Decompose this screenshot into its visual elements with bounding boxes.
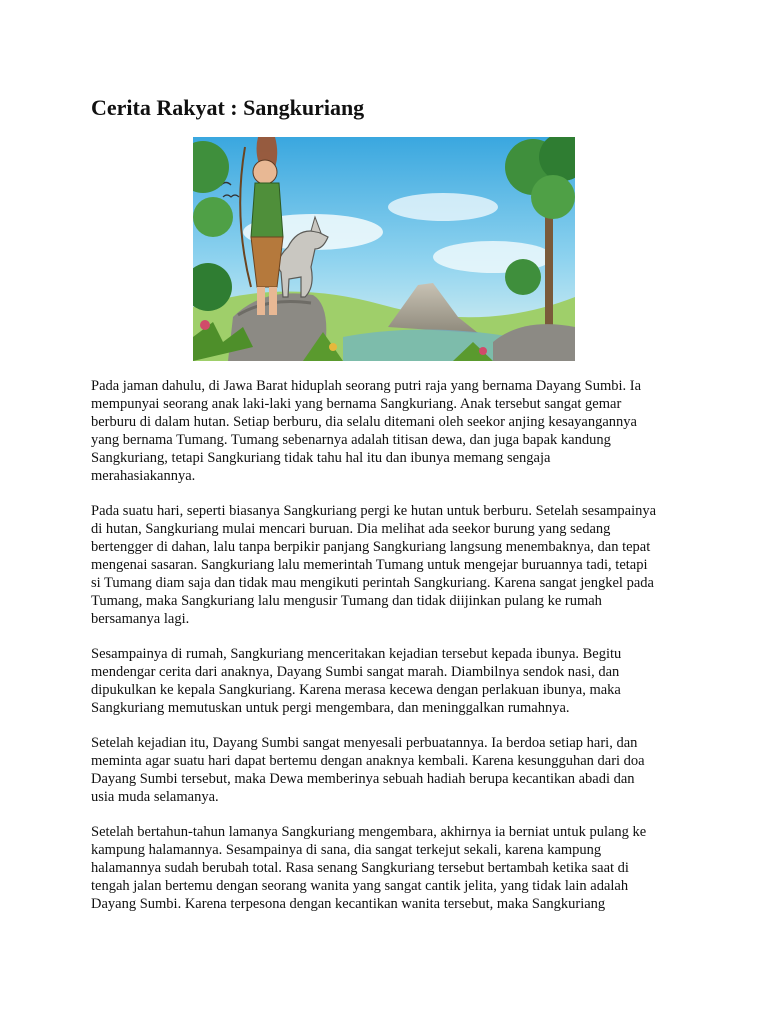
text-line: yang bernama Tumang. Tumang sebenarnya adalah titisan dewa, dan juga bapak kandung [91,432,611,448]
text-line: mendengar cerita dari anaknya, Dayang Sumbi sangat marah. Diambilnya sendok nasi, dan [91,664,620,680]
paragraph [91,377,691,485]
text-line: mempunyai seorang anak laki-laki yang bernama Sangkuriang. Anak tersebut sangat gemar [91,396,622,412]
text-line: mengenai sasaran. Sangkuriang lalu memerintah Tumang untuk mengejar buruannya tadi, tetapi [91,557,648,573]
paragraph [91,823,691,913]
text-line: di hutan, Sangkuriang mulai mencari buruan. Dia melihat ada seekor burung yang sedang [91,521,611,537]
text-line: Pada suatu hari, seperti biasanya Sangkuriang pergi ke hutan untuk berburu. Setelah sesampainya [91,503,657,519]
text-line: si Tumang diam saja dan tidak mau mengikuti perintah Sangkuriang. Karena sangat jengkel pada [91,575,654,591]
text-line: usia muda selamanya. [91,789,219,805]
text-line: Pada jaman dahulu, di Jawa Barat hiduplah seorang putri raja yang bernama Dayang Sumbi. Ia [91,378,642,394]
text-line: tengah jalan bertemu dengan seorang wanita yang sangat cantik jelita, yang tidak lain adalah [91,878,629,894]
text-line: bersamanya lagi. [91,611,190,627]
paragraph [91,734,691,806]
text-line: berburu di dalam hutan. Setiap berburu, dia selalu ditemani oleh seekor anjing kesayangannya [91,414,637,430]
text-line: bertengger di dahan, lalu tanpa berpikir panjang Sangkuriang langsung menembaknya, dan tepat [91,539,651,555]
text-line: Dayang Sumbi tersebut, maka Dewa memberinya sebuah hadiah berupa kecantikan abadi dan [91,771,635,787]
text-line: Sesampainya di rumah, Sangkuriang menceritakan kejadian tersebut kepada ibunya. Begitu [91,646,622,662]
text-line: Sangkuriang memutuskan untuk pergi mengembara, dan meninggalkan rumahnya. [91,700,570,716]
text-line: meminta agar suatu hari dapat bertemu dengan anaknya kembali. Karena kesungguhan dari doa [91,753,645,769]
text-line: dipukulkan ke kepala Sangkuriang. Karena merasa kecewa dengan perlakuan ibunya, maka [91,682,621,698]
text-line: merahasiakannya. [91,468,196,484]
text-line: Setelah kejadian itu, Dayang Sumbi sangat menyesali perbuatannya. Ia berdoa setiap hari, dan [91,735,638,751]
text-line: Tumang, maka Sangkuriang lalu mengusir Tumang dan tidak diijinkan pulang ke rumah [91,593,602,609]
story-illustration [193,137,575,361]
story-body [91,377,691,930]
text-line: kampung halamannya. Sesampainya di sana, dia sangat terkejut sekali, karena kampung [91,842,602,858]
text-line: halamannya sudah berubah total. Rasa senang Sangkuriang tersebut bertambah ketika saat di [91,860,629,876]
text-line: Sangkuriang, tetapi Sangkuriang tidak tahu hal itu dan ibunya memang sengaja [91,450,551,466]
page-title: Cerita Rakyat : Sangkuriang [91,95,365,120]
text-line: Setelah bertahun-tahun lamanya Sangkuriang mengembara, akhirnya ia berniat untuk pulang ke [91,824,647,840]
paragraph [91,645,691,717]
paragraph [91,502,691,628]
text-line: Dayang Sumbi. Karena terpesona dengan kecantikan wanita tersebut, maka Sangkuriang [91,896,606,912]
